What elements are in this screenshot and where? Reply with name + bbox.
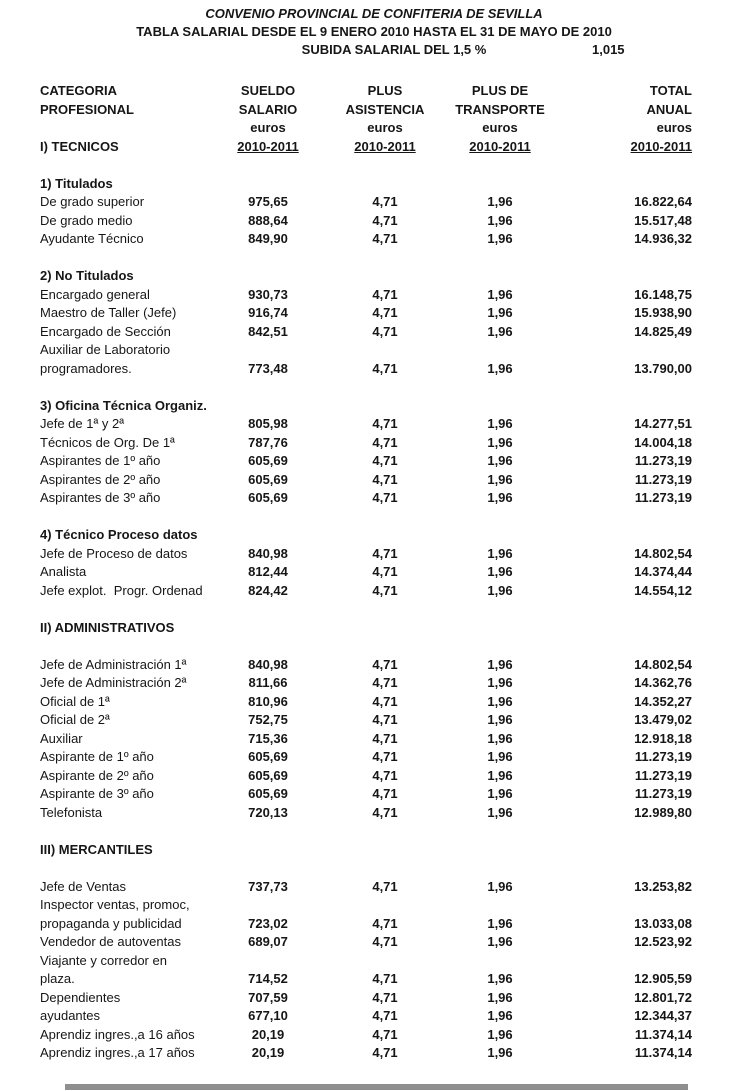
category-cell: ayudantes bbox=[40, 1008, 100, 1023]
total-anual-cell: 12.905,59 bbox=[634, 971, 692, 986]
spacer-row bbox=[40, 508, 748, 527]
year-header: 2010-2011 bbox=[469, 138, 531, 154]
column-header-row-2 bbox=[40, 101, 748, 120]
sueldo-cell: 811,66 bbox=[248, 675, 288, 690]
plus-transporte-cell: 1,96 bbox=[487, 323, 513, 339]
plus-asistencia-cell: 4,71 bbox=[372, 212, 398, 228]
plus-asistencia-cell: 4,71 bbox=[372, 582, 398, 598]
category-cell: Auxiliar de Laboratorio bbox=[40, 342, 171, 357]
plus-transporte-cell: 1,96 bbox=[487, 564, 513, 579]
sueldo-cell: 888,64 bbox=[248, 212, 288, 228]
plus-transporte-cell: 1,96 bbox=[487, 453, 513, 468]
category-cell: Aspirantes de 1º año bbox=[40, 453, 161, 468]
spacer-row bbox=[40, 637, 748, 656]
category-cell: Aspirante de 2º año bbox=[40, 767, 154, 783]
table-row bbox=[40, 323, 748, 342]
total-anual-cell: 11.374,14 bbox=[634, 1026, 692, 1042]
plus-asistencia-cell: 4,71 bbox=[372, 305, 398, 320]
total-anual-cell: 14.825,49 bbox=[634, 323, 692, 339]
category-cell: Aspirante de 3º año bbox=[40, 786, 154, 801]
sueldo-cell: 707,59 bbox=[248, 989, 288, 1005]
year-header: 2010-2011 bbox=[237, 138, 299, 154]
plus-asistencia-cell: 4,71 bbox=[372, 231, 398, 246]
sueldo-cell: 605,69 bbox=[248, 471, 288, 487]
category-cell: Jefe de 1ª y 2ª bbox=[40, 416, 125, 431]
table-row bbox=[40, 1044, 748, 1063]
table-row bbox=[40, 952, 748, 971]
sueldo-cell: 787,76 bbox=[248, 434, 288, 450]
plus-asistencia-cell: 4,71 bbox=[372, 564, 398, 579]
sueldo-cell: 605,69 bbox=[248, 786, 288, 801]
category-cell: Aspirantes de 2º año bbox=[40, 471, 161, 487]
year-header: 2010-2011 bbox=[354, 138, 416, 154]
column-header-total: TOTAL bbox=[649, 83, 692, 98]
plus-transporte-cell: 1,96 bbox=[487, 804, 513, 820]
column-header-row-3 bbox=[40, 119, 748, 138]
sueldo-cell: 723,02 bbox=[248, 915, 288, 931]
table-row bbox=[40, 193, 748, 212]
plus-asistencia-cell: 4,71 bbox=[372, 286, 398, 302]
total-anual-cell: 12.344,37 bbox=[634, 1008, 692, 1023]
plus-transporte-cell: 1,96 bbox=[487, 656, 513, 672]
sueldo-cell: 752,75 bbox=[248, 712, 288, 727]
plus-asistencia-cell: 4,71 bbox=[372, 656, 398, 672]
plus-asistencia-cell: 4,71 bbox=[372, 675, 398, 690]
category-cell: De grado medio bbox=[40, 212, 133, 228]
sueldo-cell: 805,98 bbox=[248, 416, 288, 431]
table-row bbox=[40, 1026, 748, 1045]
plus-asistencia-cell: 4,71 bbox=[372, 730, 398, 746]
total-anual-cell: 13.479,02 bbox=[634, 712, 692, 727]
sueldo-cell: 20,19 bbox=[251, 1045, 285, 1060]
plus-asistencia-cell: 4,71 bbox=[372, 490, 398, 505]
plus-transporte-cell: 1,96 bbox=[487, 545, 513, 561]
plus-asistencia-cell: 4,71 bbox=[372, 323, 398, 339]
sueldo-cell: 812,44 bbox=[248, 564, 288, 579]
plus-asistencia-cell: 4,71 bbox=[372, 804, 398, 820]
category-cell: Oficial de 1ª bbox=[40, 693, 110, 709]
sueldo-cell: 916,74 bbox=[248, 305, 288, 320]
section-header-tecnicos: I) TECNICOS bbox=[40, 138, 119, 154]
sueldo-cell: 714,52 bbox=[248, 971, 288, 986]
euros-label: euros bbox=[250, 120, 286, 135]
spacer-row bbox=[40, 822, 748, 841]
section-header-row bbox=[40, 397, 748, 416]
table-row bbox=[40, 545, 748, 564]
plus-transporte-cell: 1,96 bbox=[487, 1008, 513, 1023]
table-row bbox=[40, 563, 748, 582]
plus-asistencia-cell: 4,71 bbox=[372, 1026, 398, 1042]
sueldo-cell: 975,65 bbox=[248, 194, 288, 209]
category-cell: Oficial de 2ª bbox=[40, 712, 110, 727]
total-anual-cell: 11.273,19 bbox=[634, 471, 692, 487]
sueldo-cell: 810,96 bbox=[248, 693, 288, 709]
sueldo-cell: 605,69 bbox=[248, 749, 288, 764]
section-header-row bbox=[40, 267, 748, 286]
plus-asistencia-cell: 4,71 bbox=[372, 767, 398, 783]
total-anual-cell: 11.273,19 bbox=[634, 453, 692, 468]
table-row bbox=[40, 970, 748, 989]
plus-transporte-cell: 1,96 bbox=[487, 730, 513, 746]
total-anual-cell: 12.918,18 bbox=[634, 730, 692, 746]
section-label: 1) Titulados bbox=[40, 175, 113, 191]
plus-transporte-cell: 1,96 bbox=[487, 878, 513, 894]
spacer-row bbox=[40, 600, 748, 619]
sueldo-cell: 677,10 bbox=[248, 1008, 288, 1023]
table-row bbox=[40, 304, 748, 323]
category-cell: Aspirante de 1º año bbox=[40, 749, 154, 764]
category-cell: Aspirantes de 3º año bbox=[40, 490, 161, 505]
category-cell: Ayudante Técnico bbox=[40, 231, 144, 246]
plus-transporte-cell: 1,96 bbox=[487, 416, 513, 431]
table-row bbox=[40, 489, 748, 508]
plus-transporte-cell: 1,96 bbox=[487, 786, 513, 801]
category-cell: plaza. bbox=[40, 971, 75, 986]
sueldo-cell: 840,98 bbox=[248, 656, 288, 672]
total-anual-cell: 16.148,75 bbox=[634, 286, 692, 302]
column-header-salario: SALARIO bbox=[238, 101, 298, 117]
column-header-asistencia: ASISTENCIA bbox=[345, 101, 425, 117]
document-title: CONVENIO PROVINCIAL DE CONFITERIA DE SEVILLA bbox=[205, 6, 543, 21]
plus-transporte-cell: 1,96 bbox=[487, 582, 513, 598]
category-cell: Aprendiz ingres.,a 17 años bbox=[40, 1045, 195, 1060]
section-header-row bbox=[40, 526, 748, 545]
total-anual-cell: 14.374,44 bbox=[634, 564, 692, 579]
plus-transporte-cell: 1,96 bbox=[487, 490, 513, 505]
document-header bbox=[0, 0, 748, 59]
total-anual-cell: 11.273,19 bbox=[634, 767, 692, 783]
section-label: 4) Técnico Proceso datos bbox=[40, 527, 198, 542]
sueldo-cell: 20,19 bbox=[251, 1026, 285, 1042]
total-anual-cell: 11.273,19 bbox=[634, 786, 692, 801]
total-anual-cell: 14.802,54 bbox=[634, 656, 692, 672]
plus-transporte-cell: 1,96 bbox=[487, 194, 513, 209]
spacer-row bbox=[40, 378, 748, 397]
plus-transporte-cell: 1,96 bbox=[487, 360, 513, 376]
table-row bbox=[40, 693, 748, 712]
total-anual-cell: 14.277,51 bbox=[634, 416, 692, 431]
plus-asistencia-cell: 4,71 bbox=[372, 434, 398, 450]
table-row bbox=[40, 471, 748, 490]
plus-asistencia-cell: 4,71 bbox=[372, 786, 398, 801]
spacer-row bbox=[40, 859, 748, 878]
plus-transporte-cell: 1,96 bbox=[487, 712, 513, 727]
table-row bbox=[40, 1007, 748, 1026]
total-anual-cell: 12.801,72 bbox=[634, 989, 692, 1005]
table-row bbox=[40, 286, 748, 305]
total-anual-cell: 14.554,12 bbox=[634, 582, 692, 598]
total-anual-cell: 16.822,64 bbox=[634, 194, 692, 209]
plus-asistencia-cell: 4,71 bbox=[372, 360, 398, 376]
category-cell: Jefe de Administración 1ª bbox=[40, 656, 187, 672]
column-header-anual: ANUAL bbox=[646, 101, 692, 117]
column-header-profesional: PROFESIONAL bbox=[40, 101, 134, 117]
category-cell: Aprendiz ingres.,a 16 años bbox=[40, 1026, 195, 1042]
table-row bbox=[40, 212, 748, 231]
plus-asistencia-cell: 4,71 bbox=[372, 989, 398, 1005]
table-row bbox=[40, 878, 748, 897]
total-anual-cell: 13.790,00 bbox=[634, 360, 692, 376]
plus-transporte-cell: 1,96 bbox=[487, 286, 513, 302]
total-anual-cell: 11.273,19 bbox=[634, 749, 692, 764]
plus-transporte-cell: 1,96 bbox=[487, 675, 513, 690]
column-header-row-4 bbox=[40, 138, 748, 157]
empty-cell bbox=[40, 119, 218, 138]
plus-asistencia-cell: 4,71 bbox=[372, 545, 398, 561]
salary-increase-text: SUBIDA SALARIAL DEL 1,5 % bbox=[301, 42, 487, 57]
sueldo-cell: 849,90 bbox=[248, 231, 288, 246]
total-anual-cell: 14.352,27 bbox=[634, 693, 692, 709]
sueldo-cell: 689,07 bbox=[248, 934, 288, 949]
plus-asistencia-cell: 4,71 bbox=[372, 878, 398, 894]
table-row bbox=[40, 748, 748, 767]
sueldo-cell: 605,69 bbox=[248, 490, 288, 505]
plus-transporte-cell: 1,96 bbox=[487, 989, 513, 1005]
total-anual-cell: 12.523,92 bbox=[634, 934, 692, 949]
total-anual-cell: 11.374,14 bbox=[634, 1045, 692, 1060]
column-header-categoria: CATEGORIA bbox=[40, 83, 118, 98]
plus-asistencia-cell: 4,71 bbox=[372, 194, 398, 209]
table-row bbox=[40, 933, 748, 952]
section-header-row bbox=[40, 841, 748, 860]
plus-asistencia-cell: 4,71 bbox=[372, 693, 398, 709]
table-row bbox=[40, 360, 748, 379]
category-cell: programadores. bbox=[40, 360, 132, 376]
plus-transporte-cell: 1,96 bbox=[487, 471, 513, 487]
section-header-row bbox=[40, 175, 748, 194]
plus-asistencia-cell: 4,71 bbox=[372, 471, 398, 487]
plus-transporte-cell: 1,96 bbox=[487, 434, 513, 450]
plus-transporte-cell: 1,96 bbox=[487, 212, 513, 228]
plus-transporte-cell: 1,96 bbox=[487, 231, 513, 246]
column-header-row-1 bbox=[40, 82, 748, 101]
plus-transporte-cell: 1,96 bbox=[487, 767, 513, 783]
plus-asistencia-cell: 4,71 bbox=[372, 453, 398, 468]
total-anual-cell: 13.253,82 bbox=[634, 878, 692, 894]
category-cell: Telefonista bbox=[40, 804, 103, 820]
category-cell: Jefe explot. Progr. Ordenad bbox=[40, 582, 203, 598]
spacer-row bbox=[40, 156, 748, 175]
total-anual-cell: 15.938,90 bbox=[634, 305, 692, 320]
category-cell: Analista bbox=[40, 564, 87, 579]
plus-transporte-cell: 1,96 bbox=[487, 934, 513, 949]
category-cell: Técnicos de Org. De 1ª bbox=[40, 434, 175, 450]
category-cell: propaganda y publicidad bbox=[40, 915, 182, 931]
table-row bbox=[40, 434, 748, 453]
section-label: 3) Oficina Técnica Organiz. bbox=[40, 397, 207, 413]
table-row bbox=[40, 452, 748, 471]
sueldo-cell: 930,73 bbox=[248, 286, 288, 302]
plus-asistencia-cell: 4,71 bbox=[372, 1008, 398, 1023]
total-anual-cell: 13.033,08 bbox=[634, 915, 692, 931]
category-cell: Vendedor de autoventas bbox=[40, 934, 181, 949]
category-cell: Jefe de Proceso de datos bbox=[40, 545, 188, 561]
sueldo-cell: 824,42 bbox=[248, 582, 288, 598]
table-row bbox=[40, 730, 748, 749]
category-cell: Jefe de Administración 2ª bbox=[40, 675, 187, 690]
salary-increase-line bbox=[0, 41, 748, 59]
sueldo-cell: 737,73 bbox=[248, 878, 288, 894]
category-cell: Encargado de Sección bbox=[40, 323, 171, 339]
plus-transporte-cell: 1,96 bbox=[487, 971, 513, 986]
spacer-row bbox=[40, 249, 748, 268]
section-header-row bbox=[40, 619, 748, 638]
section-label: III) MERCANTILES bbox=[40, 841, 153, 857]
table-row bbox=[40, 804, 748, 823]
sueldo-cell: 720,13 bbox=[248, 804, 288, 820]
category-cell: Jefe de Ventas bbox=[40, 878, 127, 894]
table-body bbox=[40, 156, 748, 1063]
sueldo-cell: 840,98 bbox=[248, 545, 288, 561]
plus-transporte-cell: 1,96 bbox=[487, 1026, 513, 1042]
plus-asistencia-cell: 4,71 bbox=[372, 416, 398, 431]
table-row bbox=[40, 896, 748, 915]
salary-table bbox=[0, 82, 748, 1063]
plus-asistencia-cell: 4,71 bbox=[372, 749, 398, 764]
salary-increase-factor: 1,015 bbox=[592, 42, 625, 57]
table-row bbox=[40, 230, 748, 249]
category-cell: Auxiliar bbox=[40, 730, 83, 746]
sueldo-cell: 605,69 bbox=[248, 453, 288, 468]
table-row bbox=[40, 415, 748, 434]
plus-asistencia-cell: 4,71 bbox=[372, 1045, 398, 1060]
total-anual-cell: 12.989,80 bbox=[634, 804, 692, 820]
category-cell: De grado superior bbox=[40, 194, 145, 209]
sueldo-cell: 715,36 bbox=[248, 730, 288, 746]
table-row bbox=[40, 711, 748, 730]
category-cell: Inspector ventas, promoc, bbox=[40, 897, 190, 912]
table-row bbox=[40, 989, 748, 1008]
total-anual-cell: 14.802,54 bbox=[634, 545, 692, 561]
plus-asistencia-cell: 4,71 bbox=[372, 915, 398, 931]
category-cell: Encargado general bbox=[40, 286, 150, 302]
table-row bbox=[40, 582, 748, 601]
plus-transporte-cell: 1,96 bbox=[487, 915, 513, 931]
table-row bbox=[40, 674, 748, 693]
plus-asistencia-cell: 4,71 bbox=[372, 712, 398, 727]
total-anual-cell: 14.362,76 bbox=[634, 675, 692, 690]
column-header-plus-transporte: PLUS DE bbox=[471, 83, 529, 98]
plus-asistencia-cell: 4,71 bbox=[372, 934, 398, 949]
table-row bbox=[40, 656, 748, 675]
total-anual-cell: 15.517,48 bbox=[634, 212, 692, 228]
euros-label: euros bbox=[367, 120, 403, 135]
column-header-sueldo: SUELDO bbox=[240, 83, 296, 98]
table-row bbox=[40, 341, 748, 360]
plus-transporte-cell: 1,96 bbox=[487, 305, 513, 320]
sueldo-cell: 773,48 bbox=[248, 360, 288, 376]
category-cell: Maestro de Taller (Jefe) bbox=[40, 305, 177, 320]
plus-transporte-cell: 1,96 bbox=[487, 693, 513, 709]
sueldo-cell: 842,51 bbox=[248, 323, 288, 339]
column-header-transporte: TRANSPORTE bbox=[455, 101, 545, 117]
category-cell: Viajante y corredor en bbox=[40, 952, 167, 968]
plus-transporte-cell: 1,96 bbox=[487, 1045, 513, 1060]
euros-label: euros bbox=[482, 120, 518, 135]
column-header-plus-asistencia: PLUS bbox=[367, 83, 403, 98]
bottom-gray-bar bbox=[65, 1084, 688, 1090]
total-anual-cell: 14.004,18 bbox=[634, 434, 692, 450]
total-anual-cell: 14.936,32 bbox=[634, 231, 692, 246]
table-row bbox=[40, 767, 748, 786]
section-label: 2) No Titulados bbox=[40, 268, 134, 283]
table-row bbox=[40, 785, 748, 804]
euros-label: euros bbox=[656, 120, 692, 135]
category-cell: Dependientes bbox=[40, 989, 121, 1005]
plus-asistencia-cell: 4,71 bbox=[372, 971, 398, 986]
plus-transporte-cell: 1,96 bbox=[487, 749, 513, 764]
total-anual-cell: 11.273,19 bbox=[634, 490, 692, 505]
section-label: II) ADMINISTRATIVOS bbox=[40, 619, 175, 635]
year-header: 2010-2011 bbox=[630, 138, 692, 154]
table-row bbox=[40, 915, 748, 934]
document-subtitle: TABLA SALARIAL DESDE EL 9 ENERO 2010 HASTA EL 31 DE MAYO DE 2010 bbox=[136, 24, 612, 39]
sueldo-cell: 605,69 bbox=[248, 767, 288, 783]
